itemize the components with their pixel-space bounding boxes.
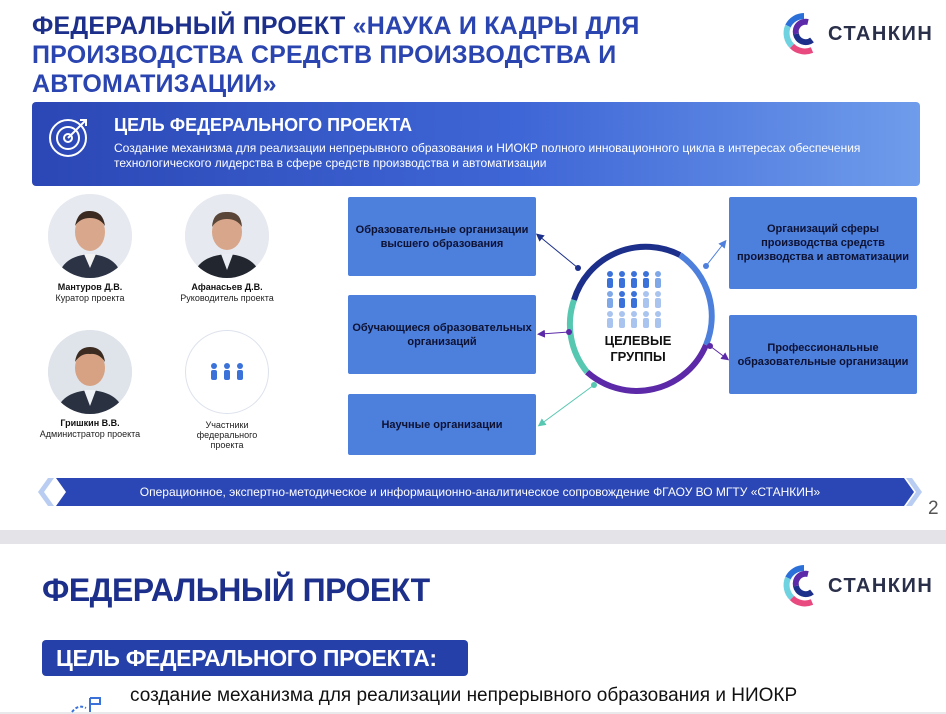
goal-title: ЦЕЛЬ ФЕДЕРАЛЬНОГО ПРОЕКТА: [114, 115, 413, 135]
participants-label: Участники федерального проекта: [196, 420, 258, 450]
support-text: Операционное, экспертно-методическое и информационно-аналитическое сопровождение ФГАОУ ВО МГТУ «СТАНКИН»: [139, 485, 821, 499]
people-grid-icon: [607, 271, 661, 328]
connector-students: [541, 332, 569, 334]
page-number: 2: [928, 498, 939, 519]
logo-text: СТАНКИН: [828, 22, 934, 45]
slide-2: [0, 544, 946, 712]
box-industry: Организаций сферы производства средств производства и автоматизации: [729, 197, 917, 289]
stankin-logo: [782, 564, 933, 608]
slide-separator: [0, 530, 946, 544]
person-role: Администратор проекта: [39, 429, 141, 439]
slide-title: ФЕДЕРАЛЬНЫЙ ПРОЕКТ: [42, 572, 430, 608]
title-federal-project: ФЕДЕРАЛЬНЫЙ ПРОЕКТ: [32, 12, 346, 40]
stankin-logo-icon: [782, 564, 826, 608]
support-banner: [38, 476, 922, 508]
person-role: Руководитель проекта: [180, 293, 274, 303]
box-science: Научные организации: [348, 394, 536, 455]
connector-science: [541, 385, 594, 424]
ring-segment-dark: [574, 247, 680, 300]
person-name: Гришкин В.В.: [60, 418, 120, 428]
goal-text: создание механизма для реализации непрерывного образования и НИОКР: [130, 685, 798, 706]
box-students: Обучающиеся образовательных организаций: [348, 295, 536, 374]
goal-text: Создание механизма для реализации непрерывного образования и НИОКР полного инновационного цикла в интересах обеспечения технологического лидерства в сфере средств производства и автоматизации: [114, 141, 861, 170]
connector-industry: [706, 243, 724, 266]
flag-icon: [70, 694, 106, 714]
logo-text: СТАНКИН: [828, 574, 934, 597]
target-groups-label: ЦЕЛЕВЫЕ ГРУППЫ: [604, 333, 672, 364]
goal-label: ЦЕЛЬ ФЕДЕРАЛЬНОГО ПРОЕКТА:: [42, 640, 468, 676]
title-project-name: «НАУКА И КАДРЫ ДЛЯ ПРОИЗВОДСТВА СРЕДСТВ ПРОИЗВОДСТВА И АВТОМАТИЗАЦИИ»: [32, 12, 640, 98]
box-prof-edu: Профессиональные образовательные организации: [729, 315, 917, 394]
connector-prof-edu: [710, 346, 726, 358]
connector-edu-higher: [539, 236, 578, 268]
person-role: Куратор проекта: [55, 293, 125, 303]
person-name: Мантуров Д.В.: [57, 282, 123, 292]
person-name: Афанасьев Д.В.: [191, 282, 263, 292]
box-edu-higher: Образовательные организации высшего образования: [348, 197, 536, 276]
